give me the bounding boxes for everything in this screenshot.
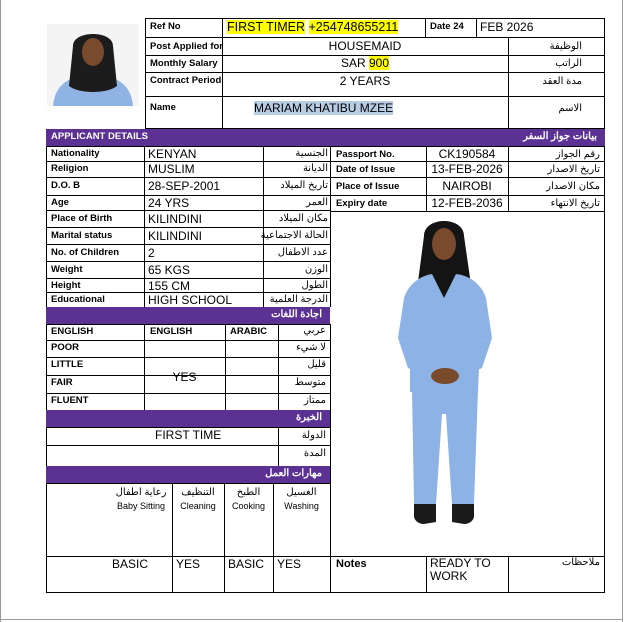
passport-ar-expiry-date: تاريخ الانتهاء [550,198,600,209]
lang-header-arabic: ARABIC [230,326,267,337]
skill-en-washing: Washing [284,501,319,511]
skill-ar-cooking: الطبخ [236,487,261,498]
skill-ar-washing: الغسيل [286,487,317,498]
ref-no-value: FIRST TIMER +254748655211 [227,20,399,34]
skill-level-baby-sitting: BASIC [112,557,149,571]
notes-ar: ملاحظات [561,557,600,568]
passport-value-date-of-issue: 13-FEB-2026 [431,162,503,176]
applicant-ar-nationality: الجنسية [295,148,328,159]
applicant-ar-height: الطول [301,280,328,291]
applicant-value-height: 155 CM [148,279,191,293]
applicant-ar-no-of-children: عدد الاطفال [277,247,328,258]
page-bottom-edge [0,619,623,620]
lang-english-fair: YES [172,370,197,384]
lang-level-fluent: FLUENT [51,395,89,406]
lang-header-ar: عربي [303,325,326,336]
post-ar: الوظيفة [549,41,582,52]
skill-ar-baby-sitting: رعاية اطفال [115,487,167,498]
lang-ar-fair: متوسط [294,377,326,388]
experience-bar: الخبرة [46,410,330,427]
applicant-label-weight: Weight [51,264,83,275]
lang-header-english-2: ENGLISH [150,326,193,337]
date-value: FEB 2026 [480,20,534,34]
applicant-value-educational: HIGH SCHOOL [148,293,233,307]
skill-level-washing: YES [277,557,302,571]
applicant-value-age: 24 YRS [148,196,190,210]
applicant-value-weight: 65 KGS [148,263,191,277]
applicant-label-nationality: Nationality [51,148,100,159]
salary-ar: الراتب [555,58,582,69]
skills-bar: مهارات العمل [46,466,330,483]
skill-en-cleaning: Cleaning [180,501,216,511]
portrait-photo [47,24,139,106]
passport-label-place-of-issue: Place of Issue [336,181,400,192]
notes-value: READY TO WORK [430,556,491,583]
applicant-label-age: Age [51,197,69,208]
skill-level-cooking: BASIC [228,557,265,571]
applicant-ar-religion: الديانة [302,163,328,174]
applicant-label-marital-status: Marital status [51,230,113,241]
ref-no-label: Ref No [150,21,181,32]
applicant-label-height: Height [51,280,81,291]
experience-country-value: FIRST TIME [155,428,222,442]
applicant-ar-weight: الوزن [304,264,328,275]
name-value: MARIAM KHATIBU MZEE [254,101,394,115]
passport-value-passport-no: CK190584 [438,147,496,161]
contract-label: Contract Period [150,75,222,86]
applicant-label-place-of-birth: Place of Birth [51,213,113,224]
contract-ar: مدة العقد [542,76,582,87]
full-body-photo [388,218,500,530]
applicant-label-educational: Educational [51,294,105,305]
applicant-label-no-of-children: No. of Children [51,247,120,258]
name-ar: الاسم [558,103,582,114]
passport-label-date-of-issue: Date of Issue [336,164,396,175]
passport-ar-passport-no: رقم الجواز [555,149,600,160]
page-left-edge [0,0,1,622]
passport-label-passport-no: Passport No. [336,149,395,160]
applicant-ar-d-o-b: تاريخ الميلاد [280,180,328,191]
name-label: Name [150,102,176,113]
lang-level-fair: FAIR [51,377,73,388]
languages-bar: اجادة اللغات [46,307,330,324]
post-label: Post Applied for [150,41,224,52]
salary-label: Monthly Salary [150,58,218,69]
applicant-ar-educational: الدرجة العلمية [269,294,328,305]
lang-header-english-1: ENGLISH [51,326,94,337]
passport-ar-date-of-issue: تاريخ الاصدار [547,164,600,175]
applicant-value-nationality: KENYAN [148,147,197,161]
lang-level-poor: POOR [51,342,79,353]
passport-value-place-of-issue: NAIROBI [442,179,492,193]
applicant-value-no-of-children: 2 [148,246,155,260]
applicant-value-religion: MUSLIM [148,162,195,176]
experience-period-ar: المدة [303,448,326,459]
applicant-value-place-of-birth: KILINDINI [148,212,203,226]
passport-ar-place-of-issue: مكان الاصدار [546,181,600,192]
applicant-label-d-o-b: D.O. B [51,180,81,191]
applicant-ar-marital-status: الحالة الاجتماعية [260,230,328,241]
experience-country-ar: الدولة [301,430,326,441]
date-label: Date 24 [430,21,464,32]
page-right-edge [622,0,623,622]
skill-level-cleaning: YES [176,557,201,571]
applicant-label-religion: Religion [51,163,89,174]
applicant-ar-place-of-birth: مكان الميلاد [278,213,328,224]
post-value: HOUSEMAID [328,39,402,53]
lang-ar-fluent: ممتاز [303,395,326,406]
applicant-details-bar: APPLICANT DETAILS بيانات جواز السفر [46,129,605,146]
lang-ar-poor: لا شيء [296,342,326,353]
passport-value-expiry-date: 12-FEB-2036 [431,196,503,210]
lang-ar-little: قليل [307,359,326,370]
applicant-ar-age: العمر [306,197,328,208]
skill-en-cooking: Cooking [231,501,266,511]
applicant-value-marital-status: KILINDINI [148,229,203,243]
passport-label-expiry-date: Expiry date [336,198,388,209]
applicant-value-d-o-b: 28-SEP-2001 [148,179,221,193]
notes-label: Notes [336,558,367,570]
lang-level-little: LITTLE [51,359,84,370]
skill-ar-cleaning: التنظيف [181,487,215,498]
skill-en-baby-sitting: Baby Sitting [116,501,166,511]
salary-value: SAR 900 [340,56,390,70]
contract-value: 2 YEARS [339,74,391,88]
